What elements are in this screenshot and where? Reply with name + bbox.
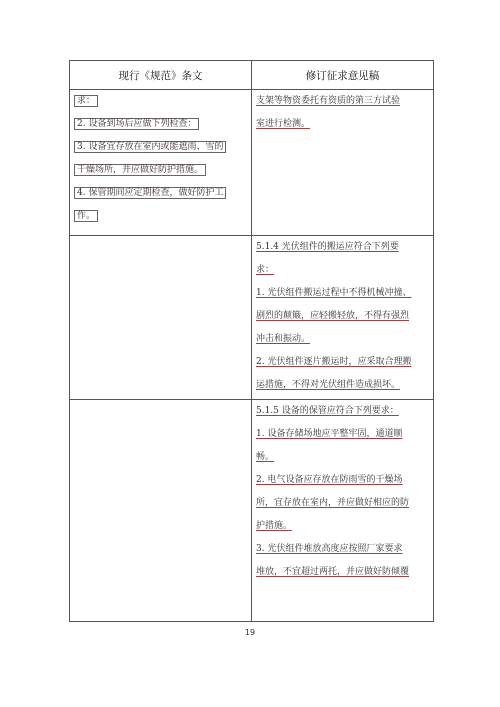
text-line: 作。 — [74, 205, 247, 228]
text-line: 求： — [74, 90, 247, 113]
text-line: 4. 保管期间应定期检查，做好防护工 — [74, 182, 247, 205]
text-line: 3. 光伏组件堆放高度应按照厂家要求 — [256, 544, 403, 554]
text-line: 室进行检测。 — [256, 119, 311, 129]
text-line: 求： — [256, 265, 275, 275]
header-current-code: 现行《规范》条文 — [70, 61, 252, 90]
revision-draft-cell — [252, 236, 434, 400]
text-line: 1. 设备存储场地应平整牢固，通道顺 — [256, 429, 403, 439]
table-header-row — [70, 61, 434, 90]
text-line: 2. 电气设备应存放在防雨雪的干燥场 — [256, 475, 403, 485]
text-line: 1. 光伏组件搬运过程中不得机械冲撞、 — [256, 288, 412, 298]
text-line: 护措施。 — [256, 521, 293, 531]
text-line: 运措施，不得对光伏组件造成损坏。 — [256, 380, 401, 390]
text-line: 剧烈的颠簸，应轻搬轻放，不得有强烈 — [256, 311, 410, 321]
current-code-cell — [70, 236, 252, 400]
text-line: 干燥场所，并应做好防护措施。 — [74, 159, 247, 182]
current-code-cell — [70, 90, 252, 236]
page-number: 19 — [244, 628, 256, 637]
comparison-table — [69, 60, 434, 622]
table-row — [70, 90, 434, 236]
revision-draft-cell — [252, 400, 434, 622]
text-line: 冲击和振动。 — [256, 334, 311, 344]
text-line: 5.1.4 光伏组件的搬运应符合下列要 — [256, 242, 399, 252]
revision-draft-cell — [252, 90, 434, 236]
text-line: 2. 设备到场后应做下列检查： — [74, 113, 247, 136]
text-line: 堆放，不宜超过两托，并应做好防倾覆 — [256, 567, 410, 577]
table-row — [70, 236, 434, 400]
text-line: 畅。 — [256, 452, 275, 462]
text-line: 支架等物资委托有资质的第三方试验 — [256, 96, 401, 106]
text-line: 3. 设备宜存放在室内或能遮雨、雪的 — [74, 136, 247, 159]
table-row — [70, 400, 434, 622]
text-line: 所，宜存放在室内，并应做好相应的防 — [256, 498, 410, 508]
current-code-cell — [70, 400, 252, 622]
text-line: 5.1.5 设备的保管应符合下列要求： — [256, 406, 399, 416]
text-line: 2. 光伏组件逐片搬运时，应采取合理搬 — [256, 357, 412, 367]
header-revision-draft: 修订征求意见稿 — [252, 61, 434, 90]
